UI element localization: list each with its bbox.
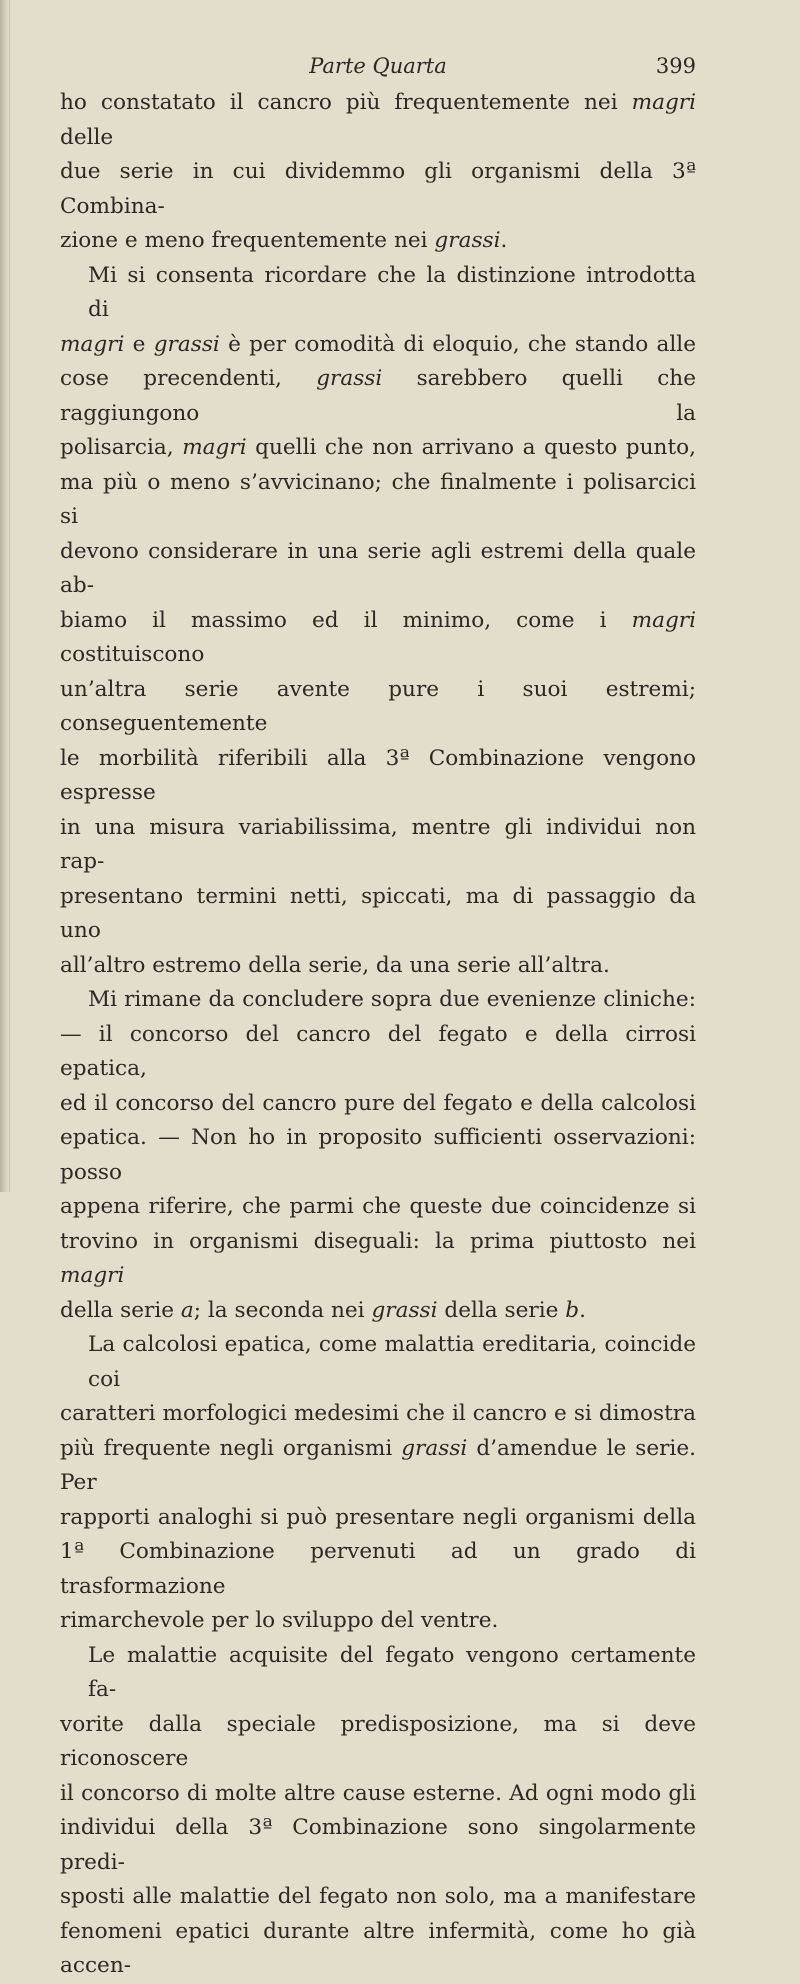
italic-text: magri (60, 1263, 125, 1288)
text-segment: in una misura variabilissima, mentre gli individui non rap- (60, 814, 696, 874)
text-segment: il concorso di molte altre cause esterne. Ad ogni modo gli (60, 1780, 696, 1806)
text-segment: costituiscono (60, 642, 205, 667)
italic-text: b (565, 1297, 580, 1323)
text-segment: appena riferire, che parmi che queste due coincidenze si (60, 1194, 696, 1219)
text-segment: . (579, 1297, 586, 1323)
text-line (60, 259, 696, 328)
italic-text: magri (60, 331, 125, 357)
text-segment: ed il concorso del cancro pure del fegato e della calcolosi (60, 1090, 696, 1116)
text-line (60, 1604, 696, 1639)
text-line (60, 983, 696, 1018)
text-line (60, 155, 696, 224)
text-segment: sposti alle malattie del fegato non solo, ma a manifestare (60, 1884, 696, 1909)
text-line (60, 466, 696, 535)
text-segment: La calcolosi epatica, come malattia ereditaria, coincide coi (88, 1332, 696, 1392)
text-segment: cose precendenti, (60, 366, 317, 391)
text-segment: ma più o meno s’avvicinano; che finalmente i polisarcici si (60, 469, 696, 529)
text-line (60, 1121, 696, 1190)
text-line (60, 1087, 696, 1122)
text-segment: della serie (60, 1297, 181, 1323)
italic-text: grassi (401, 1435, 468, 1461)
text-segment: vorite dalla speciale predisposizione, ma si deve riconoscere (60, 1711, 696, 1771)
page-number: 399 (655, 54, 696, 78)
text-segment: Le malattie acquisite del fegato vengono certamente fa- (88, 1642, 696, 1702)
running-head: Parte Quarta (309, 54, 447, 78)
text-line (60, 1397, 696, 1432)
text-segment: trovino in organismi diseguali: la prima piuttosto nei (60, 1228, 696, 1254)
text-line (60, 362, 696, 431)
page-edge-line (9, 0, 10, 1192)
text-segment: rapporti analoghi si può presentare negli organismi della (60, 1504, 696, 1530)
text-segment: più frequente negli organismi (60, 1435, 402, 1461)
text-line (60, 604, 696, 673)
text-segment: sarebbero quelli che raggiungono la (60, 366, 696, 426)
text-line (60, 1501, 696, 1536)
text-segment: ho constatato il cancro più frequentemente nei (60, 90, 632, 115)
text-segment: devono considerare in una serie agli estremi della quale ab- (60, 538, 696, 598)
text-line (60, 880, 696, 949)
text-segment: d’amendue le serie. Per (60, 1435, 696, 1495)
text-line (60, 86, 696, 155)
text-segment: e (124, 331, 154, 357)
text-segment: epatica. — Non ho in proposito sufficienti osservazioni: posso (60, 1125, 696, 1185)
text-segment: quelli che non arrivano a questo punto, (246, 435, 696, 460)
body-text (60, 86, 696, 1984)
text-segment: individui della 3ª Combinazione sono singolarmente predi- (60, 1815, 696, 1875)
italic-text: grassi (316, 366, 383, 391)
text-line (60, 1535, 696, 1604)
text-segment: all’altro estremo della serie, da una serie all’altra. (60, 952, 610, 978)
text-segment: rimarchevole per lo sviluppo del ventre. (60, 1608, 499, 1633)
text-segment: biamo il massimo ed il minimo, come i (60, 607, 632, 633)
text-segment: 1ª Combinazione pervenuti ad un grado di trasformazione (60, 1539, 696, 1599)
page-edge (0, 0, 9, 1192)
italic-text: magri (631, 90, 696, 115)
text-line (60, 811, 696, 880)
text-segment: polisarcia, (60, 435, 183, 460)
text-line (60, 949, 696, 984)
text-line (60, 1328, 696, 1397)
italic-text: magri (182, 435, 247, 460)
text-segment: — il concorso del cancro del fegato e della cirrosi epatica, (60, 1021, 696, 1081)
text-line (60, 673, 696, 742)
text-segment: della serie (437, 1297, 566, 1323)
text-line (60, 1294, 696, 1329)
page-header (60, 52, 696, 86)
text-line (60, 1811, 696, 1880)
text-segment: è per comodità di eloquio, che stando alle (219, 331, 696, 357)
text-line (60, 1639, 696, 1708)
text-line (60, 1018, 696, 1087)
text-line (60, 224, 696, 259)
text-segment: un’altra serie avente pure i suoi estremi; conseguentemente (60, 676, 696, 736)
text-line (60, 742, 696, 811)
text-segment: delle (60, 124, 114, 150)
text-line (60, 1190, 696, 1225)
italic-text: magri (631, 607, 696, 633)
text-segment: zione e meno frequentemente nei (60, 228, 435, 253)
italic-text: grassi (434, 228, 501, 253)
text-line (60, 1915, 696, 1984)
italic-text: a (180, 1297, 194, 1323)
text-line (60, 1225, 696, 1294)
text-line (60, 1708, 696, 1777)
text-segment: caratteri morfologici medesimi che il cancro e si dimostra (60, 1401, 696, 1426)
text-line (60, 431, 696, 466)
text-line (60, 1880, 696, 1915)
text-segment: le morbilità riferibili alla 3ª Combinazione vengono espresse (60, 745, 696, 805)
text-segment: Mi rimane da concludere sopra due evenienze cliniche: (88, 987, 696, 1012)
italic-text: grassi (371, 1297, 438, 1323)
text-line (60, 1432, 696, 1501)
text-line (60, 535, 696, 604)
text-segment: presentano termini netti, spiccati, ma di passaggio da uno (60, 883, 696, 943)
text-segment: Mi si consenta ricordare che la distinzione introdotta di (88, 262, 696, 322)
text-segment: due serie in cui dividemmo gli organismi della 3ª Combina- (60, 159, 696, 219)
text-line (60, 328, 696, 363)
text-segment: fenomeni epatici durante altre infermità, come ho già accen- (60, 1918, 696, 1978)
italic-text: grassi (153, 331, 220, 357)
text-line (60, 1777, 696, 1812)
text-segment: . (500, 228, 508, 253)
text-segment: ; la seconda nei (193, 1297, 372, 1323)
